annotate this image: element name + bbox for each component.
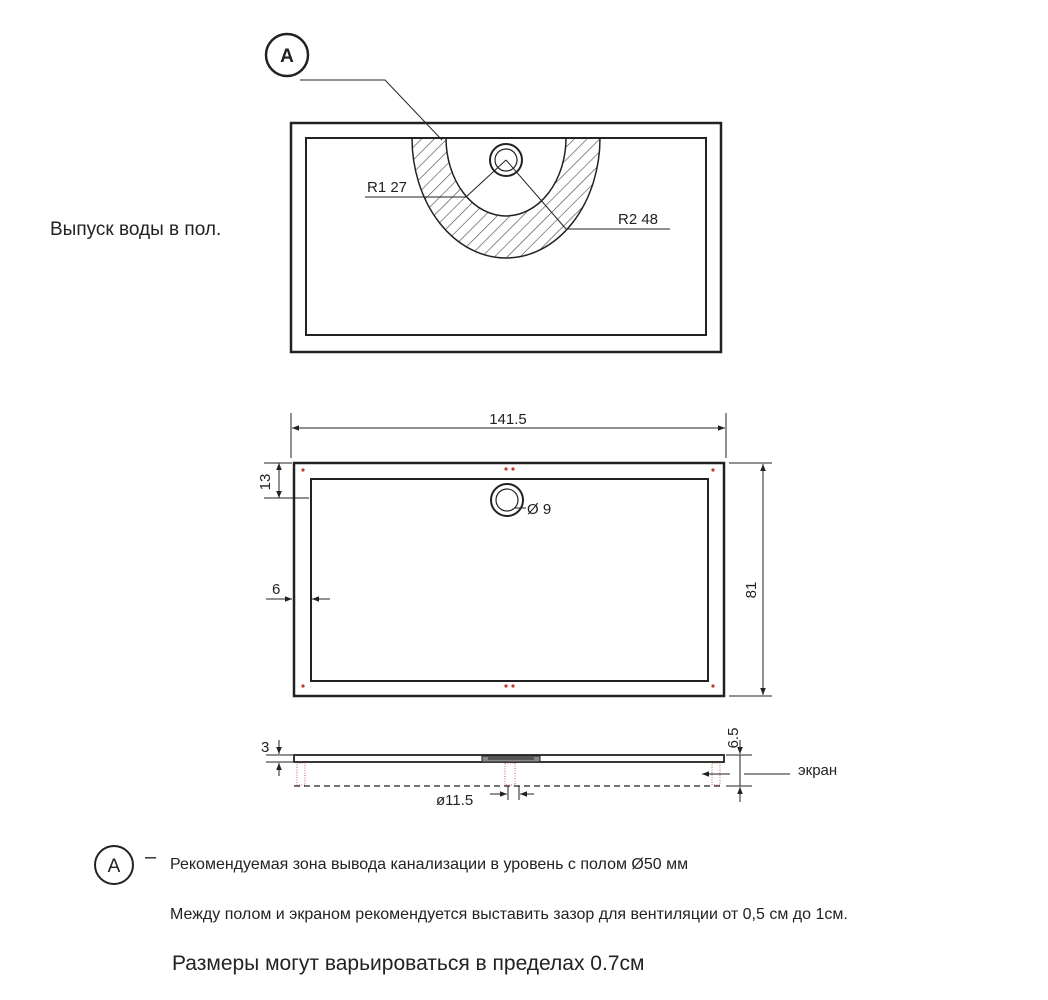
offset13-label: 13 xyxy=(257,473,274,491)
legend-a-letter: A xyxy=(107,856,121,877)
section-view xyxy=(261,728,837,809)
screen-label: экран xyxy=(798,762,838,779)
thickness-label: 3 xyxy=(261,739,270,756)
width-label: 141.5 xyxy=(489,411,527,428)
legend-line-3: Размеры могут варьироваться в пределах 0.7см xyxy=(172,952,645,975)
callout-leader-line xyxy=(300,80,442,140)
foot-label: ø11.5 xyxy=(436,792,474,809)
plan-view xyxy=(257,411,772,696)
drain-to-floor-label: Выпуск воды в пол. xyxy=(50,219,222,240)
legend-line-2: Между полом и экраном рекомендуется выставить зазор для вентиляции от 0,5 см до 1см. xyxy=(170,906,848,923)
legend-line-1: Рекомендуемая зона вывода канализации в уровень с полом Ø50 мм xyxy=(170,856,689,873)
radius-r2-label: R2 48 xyxy=(618,211,659,228)
radius-r1-line xyxy=(466,160,506,197)
legend-dash: – xyxy=(145,846,157,868)
drain-label: Ø 9 xyxy=(527,501,552,518)
section-drain-grate xyxy=(488,757,534,760)
offset6-label: 6 xyxy=(272,581,281,598)
callout-a-letter: A xyxy=(280,46,294,67)
radius-r1-label: R1 27 xyxy=(367,179,408,196)
section-legs xyxy=(297,763,720,785)
height65-label: 6.5 xyxy=(725,727,742,749)
height-label: 81 xyxy=(743,581,760,599)
top-view xyxy=(266,34,721,352)
